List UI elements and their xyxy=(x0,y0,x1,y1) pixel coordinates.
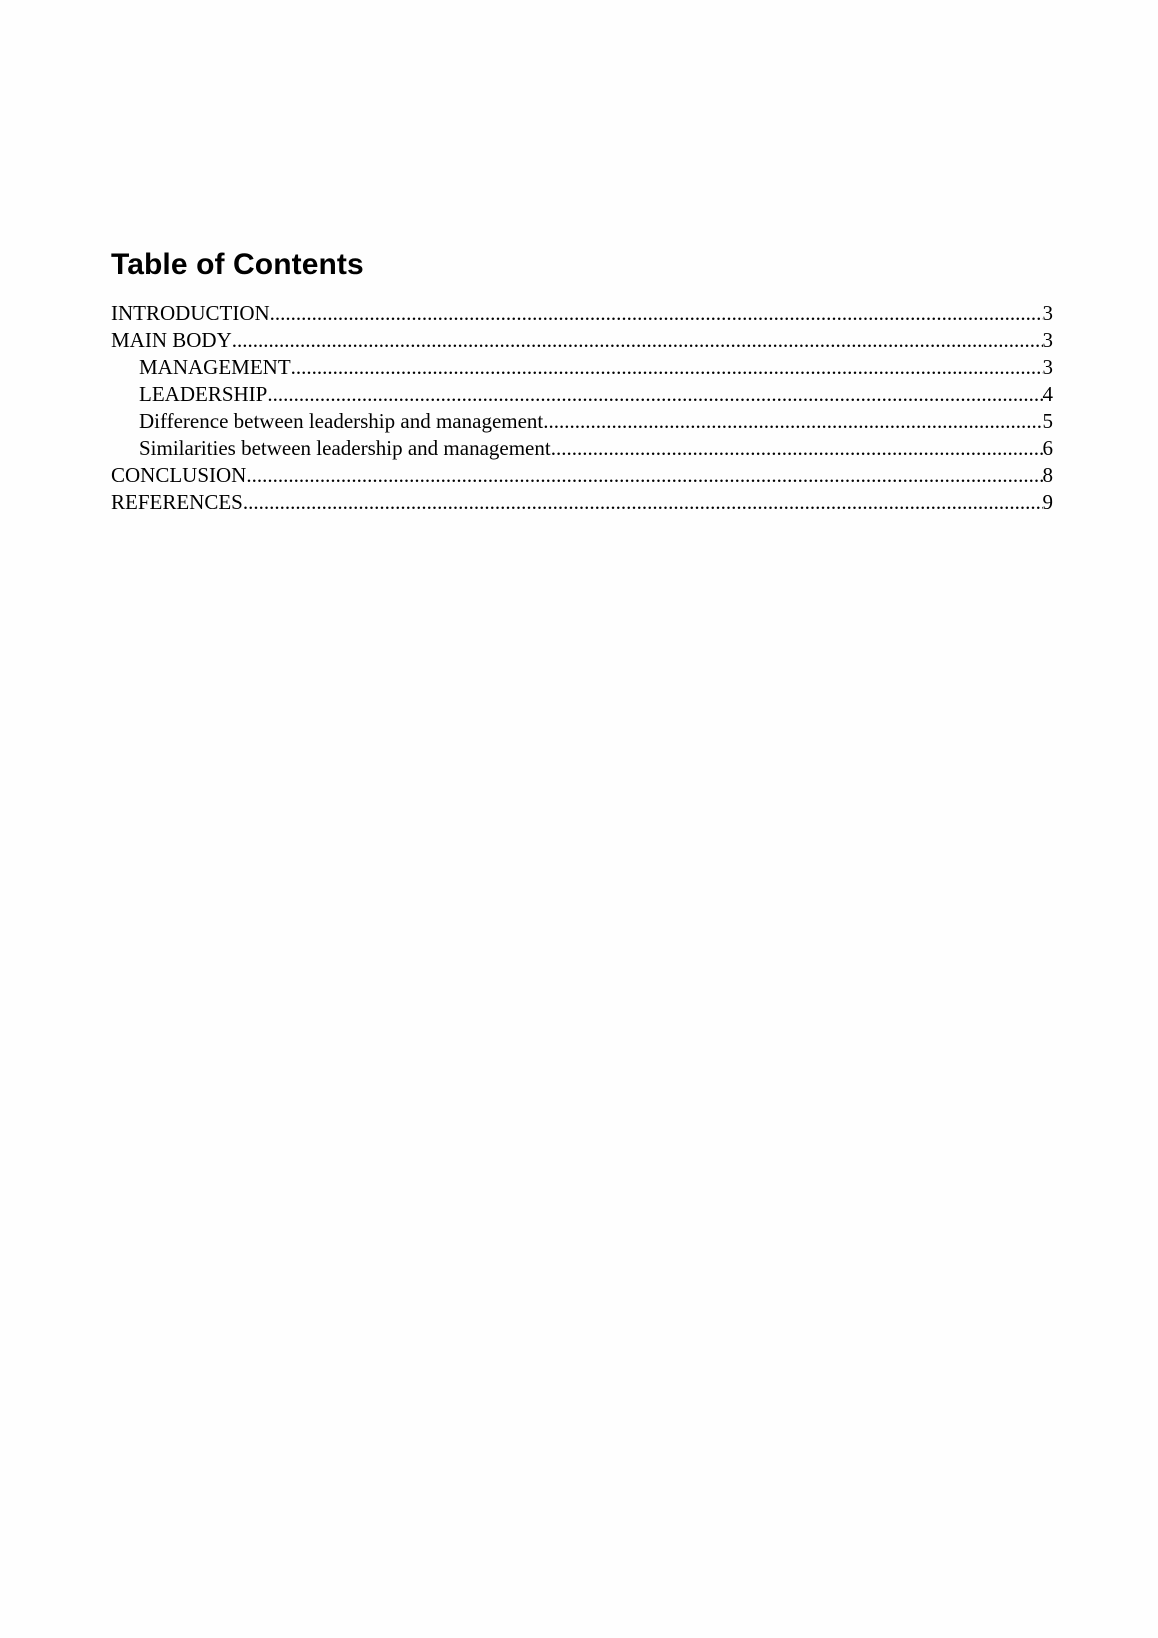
toc-entry-similarities[interactable] xyxy=(111,435,1053,462)
toc-dot-leader xyxy=(270,300,1043,327)
toc-entry-label: LEADERSHIP xyxy=(139,382,268,406)
toc-entry-label: CONCLUSION xyxy=(111,463,247,487)
toc-list xyxy=(111,300,1053,516)
toc-dot-leader xyxy=(232,327,1043,354)
toc-dot-leader xyxy=(543,408,1042,435)
toc-page-number: 4 xyxy=(1042,382,1053,406)
toc-entry-label: MANAGEMENT xyxy=(139,355,291,379)
toc-entry-difference[interactable] xyxy=(111,408,1053,435)
toc-entry-management[interactable] xyxy=(111,354,1053,381)
toc-page-number: 9 xyxy=(1042,490,1053,514)
toc-dot-leader xyxy=(246,462,1042,489)
toc-dot-leader xyxy=(291,354,1043,381)
toc-dot-leader xyxy=(267,381,1042,408)
toc-page-number: 3 xyxy=(1042,301,1053,325)
toc-entry-label: MAIN BODY xyxy=(111,328,232,352)
toc-entry-introduction[interactable] xyxy=(111,300,1053,327)
toc-page-number: 3 xyxy=(1042,328,1053,352)
toc-entry-label: Similarities between leadership and management xyxy=(139,436,551,460)
toc-page-number: 5 xyxy=(1042,409,1053,433)
toc-page-number: 6 xyxy=(1042,436,1053,460)
toc-entry-leadership[interactable] xyxy=(111,381,1053,408)
table-of-contents xyxy=(111,248,1053,516)
toc-dot-leader xyxy=(551,435,1043,462)
toc-title: Table of Contents xyxy=(111,248,364,281)
toc-entry-label: REFERENCES xyxy=(111,490,243,514)
toc-entry-references[interactable] xyxy=(111,489,1053,516)
toc-page-number: 8 xyxy=(1042,463,1053,487)
toc-entry-conclusion[interactable] xyxy=(111,462,1053,489)
toc-page-number: 3 xyxy=(1042,355,1053,379)
toc-entry-label: INTRODUCTION xyxy=(111,301,270,325)
toc-dot-leader xyxy=(243,489,1043,516)
toc-entry-main-body[interactable] xyxy=(111,327,1053,354)
toc-entry-label: Difference between leadership and management xyxy=(139,409,544,433)
